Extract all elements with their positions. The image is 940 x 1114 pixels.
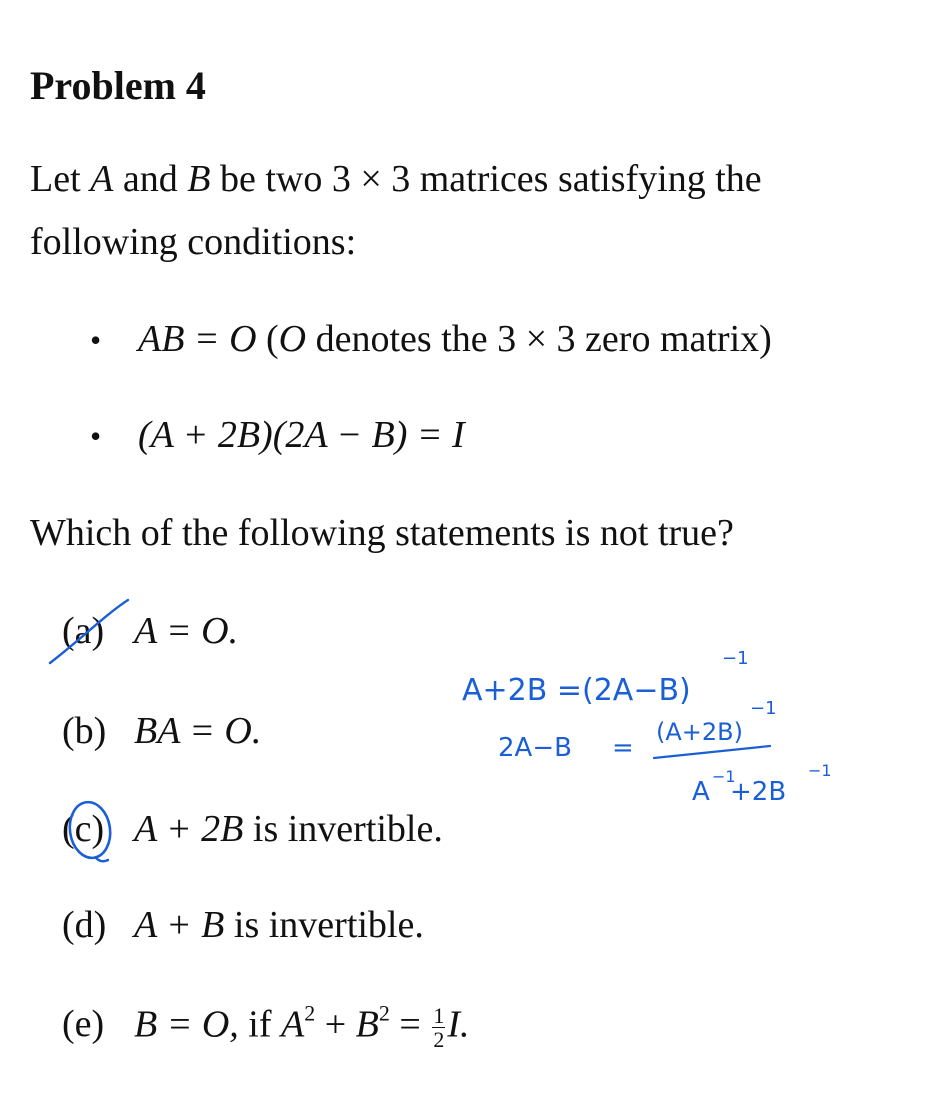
option-b-label: (b) [62,710,107,752]
circle-mark-c [66,799,113,860]
bullet-icon: • [90,418,102,454]
handwriting-line-2-exponent: −1 [750,698,777,719]
option-d-text: is invertible. [224,904,424,946]
condition-1-note-var: O [278,318,307,360]
option-d-label: (d) [62,904,107,946]
circle-tail [96,858,108,861]
intro-var-a: A [90,158,114,200]
handwriting-line-2-numerator: (A+2B) [656,718,743,746]
condition-1-note: ( [256,318,279,360]
intro-var-b: B [187,158,211,200]
fraction-denominator: 2 [433,1027,445,1053]
option-c-label: (c) [62,808,105,850]
condition-1-math: AB = O [138,318,257,360]
option-c-math: A + 2B [134,808,244,850]
option-e-label: (e) [62,1003,105,1046]
option-e-text: if [238,1003,282,1046]
problem-heading: Problem 4 [30,63,206,108]
option-e-math: B = O, [134,1003,239,1046]
handwriting-line-2-equals: = [612,733,634,763]
handwriting-line-1: A+2B =(2A−B) [462,673,691,708]
bullet-icon: • [90,322,102,358]
option-b-math: BA = O. [134,710,262,752]
intro-line-2: following conditions: [30,221,357,263]
option-e-exponent: 2 [304,1000,316,1026]
option-c-text: is invertible. [243,808,443,850]
handwriting-line-2-left: 2A−B [498,733,572,763]
option-e-operator: = [389,1003,431,1046]
condition-1-note: denotes the 3 × 3 zero matrix) [306,318,772,360]
handwriting-line-3-a: A [692,777,710,807]
intro-text: and [113,158,188,200]
option-d-math: A + B [134,904,225,946]
strike-mark-a [50,600,128,663]
question-text: Which of the following statements is not true? [30,512,734,554]
option-e-math: A [281,1003,305,1046]
handwriting-line-3-b-exponent: −1 [808,761,832,780]
condition-2-math: (A + 2B)(2A − B) = I [138,414,465,456]
option-e-math: B [355,1003,379,1046]
option-a-label: (a) [62,610,105,652]
option-a-math: A = O. [134,610,239,652]
intro-text: be two 3 × 3 matrices satisfying the [210,158,762,200]
handwriting-fraction-bar [654,746,770,758]
intro-text: Let [30,158,91,200]
handwriting-line-3-b: +2B [730,777,787,807]
handwriting-line-1-exponent: −1 [722,648,749,669]
handwriting-line-3-a-exponent: −1 [712,767,736,786]
fraction-numerator: 1 [433,1003,445,1028]
option-e-exponent: 2 [378,1000,390,1026]
option-e-math: I. [447,1003,470,1046]
option-e-operator: + [315,1003,356,1046]
